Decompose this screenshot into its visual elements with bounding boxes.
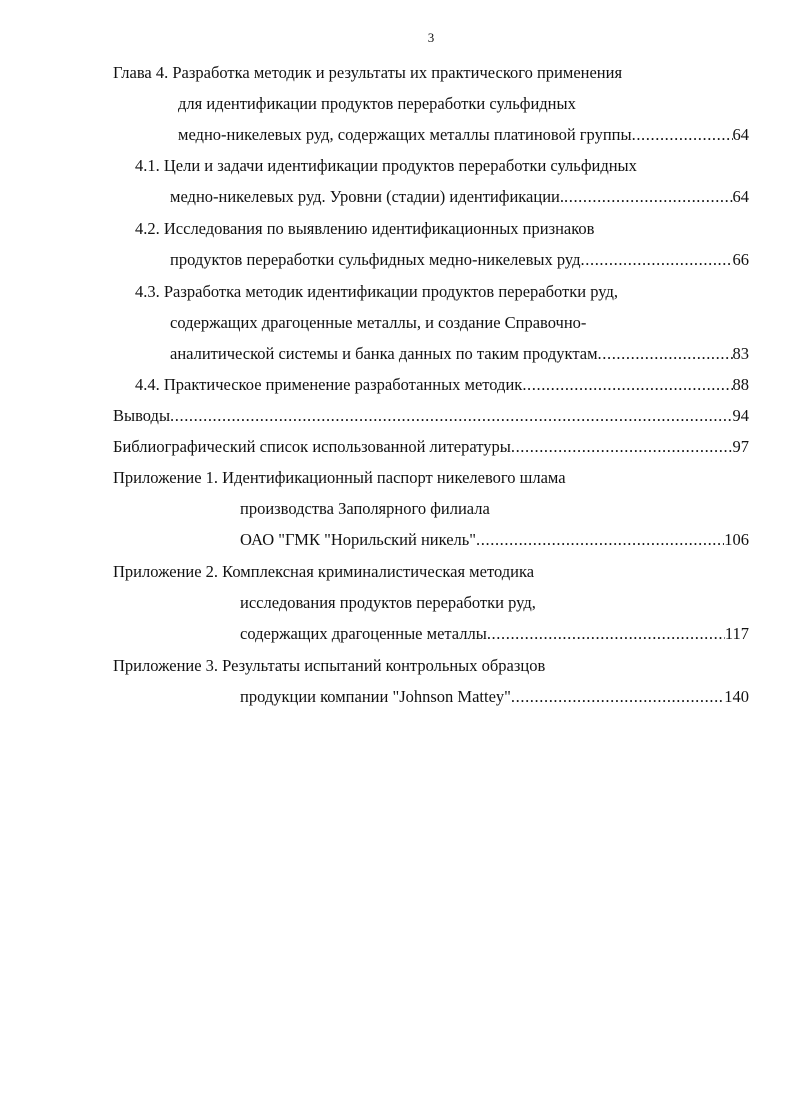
toc-s41-line2: медно-никелевых руд. Уровни (стадии) идентификации. — [170, 187, 564, 206]
dot-leader — [632, 124, 733, 146]
toc-chapter4-page: 64 — [732, 125, 749, 144]
toc-appendix3-line2: продукции компании "Johnson Mattey" — [240, 687, 511, 706]
page-number: 3 — [427, 30, 435, 45]
toc-s42-line2: продуктов переработки сульфидных медно-никелевых руд — [170, 250, 581, 269]
toc-appendix1-page: 106 — [724, 530, 749, 549]
toc-bibliography-line1: Библиографический список использованной литературы — [113, 437, 511, 456]
dot-leader — [487, 623, 725, 645]
toc-conclusions-line1: Выводы — [113, 406, 171, 425]
dot-leader — [170, 405, 732, 427]
toc-appendix1-line1: Приложение 1. Идентификационный паспорт никелевого шлама — [113, 468, 566, 487]
toc-entry-s42 — [170, 249, 749, 271]
toc-entry-s44 — [135, 374, 749, 396]
toc-s41-line1: 4.1. Цели и задачи идентификации продуктов переработки сульфидных — [135, 156, 637, 175]
toc-appendix2-line3: содержащих драгоценные металлы — [240, 624, 487, 643]
toc-appendix2-line2: исследования продуктов переработки руд, — [240, 593, 536, 612]
toc-chapter4-line3: медно-никелевых руд, содержащих металлы платиновой группы — [178, 125, 632, 144]
dot-leader — [598, 343, 733, 365]
toc-s44-page: 88 — [732, 375, 749, 394]
toc-appendix3-page: 140 — [724, 687, 749, 706]
dot-leader — [564, 186, 733, 208]
toc-chapter4-line1: Глава 4. Разработка методик и результаты их практического применения — [113, 63, 623, 82]
toc-appendix2-page: 117 — [724, 624, 749, 643]
toc-entry-appendix3 — [240, 686, 749, 708]
toc-s42-line1: 4.2. Исследования по выявлению идентификационных признаков — [135, 219, 595, 238]
dot-leader — [511, 686, 724, 708]
toc-s43-line2: содержащих драгоценные металлы, и создание Справочно- — [170, 313, 587, 332]
toc-entry-conclusions — [113, 405, 749, 427]
toc-entry-chapter4 — [178, 124, 749, 146]
toc-entry-bibliography — [113, 436, 749, 458]
toc-appendix1-line2: производства Заполярного филиала — [240, 499, 490, 518]
dot-leader — [476, 529, 724, 551]
toc-appendix3-line1: Приложение 3. Результаты испытаний контрольных образцов — [113, 656, 546, 675]
toc-s44-line1: 4.4. Практическое применение разработанных методик — [135, 375, 523, 394]
toc-entry-appendix2 — [240, 623, 749, 645]
toc-appendix2-line1: Приложение 2. Комплексная криминалистическая методика — [113, 562, 535, 581]
toc-bibliography-page: 97 — [732, 437, 749, 456]
toc-entry-s41 — [170, 186, 749, 208]
dot-leader — [522, 374, 732, 396]
toc-entry-appendix1 — [240, 529, 749, 551]
toc-s43-page: 83 — [732, 344, 749, 363]
dot-leader — [581, 249, 733, 271]
toc-s42-page: 66 — [732, 250, 749, 269]
toc-entry-s43 — [170, 343, 749, 365]
dot-leader — [511, 436, 733, 458]
toc-s43-line1: 4.3. Разработка методик идентификации продуктов переработки руд, — [135, 282, 618, 301]
toc-s41-page: 64 — [732, 187, 749, 206]
toc-s43-line3: аналитической системы и банка данных по таким продуктам — [170, 344, 598, 363]
toc-chapter4-line2: для идентификации продуктов переработки сульфидных — [178, 94, 576, 113]
toc-conclusions-page: 94 — [732, 406, 749, 425]
toc-appendix1-line3: ОАО "ГМК "Норильский никель" — [240, 530, 477, 549]
